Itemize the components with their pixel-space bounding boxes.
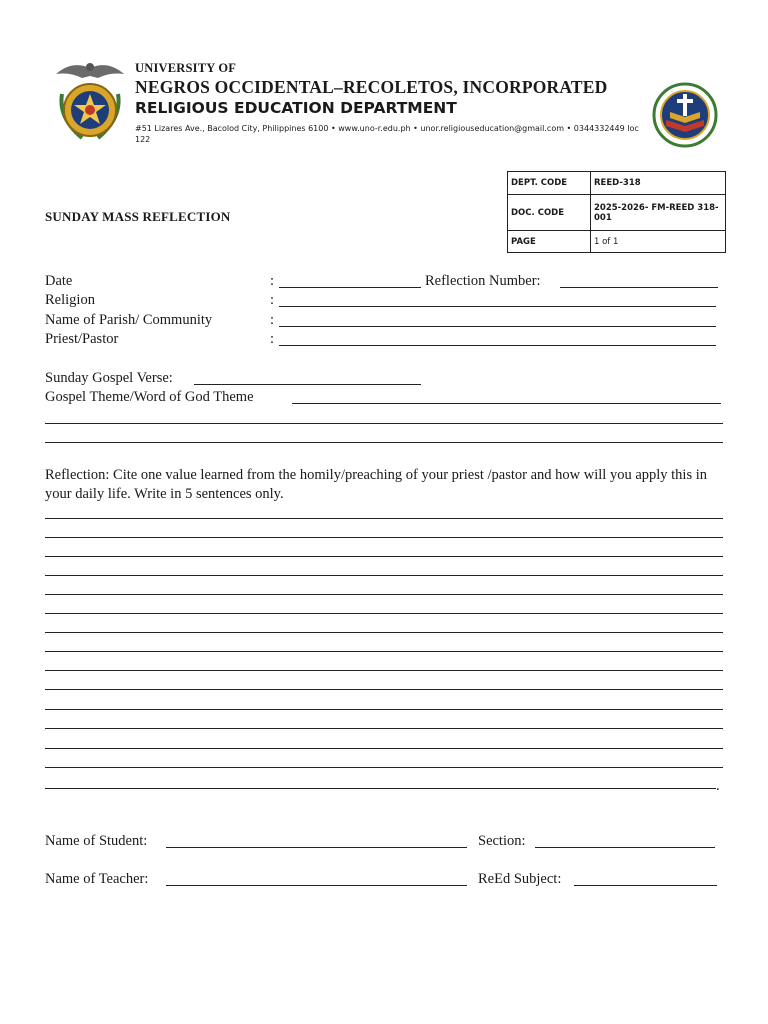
header-address: #51 Lizares Ave., Bacolod City, Philippines 6100 • www.uno-r.edu.ph • unor.religiouseducation@gmail.com • 0344332449 loc 122	[135, 124, 639, 144]
religion-label: Religion	[45, 292, 95, 308]
reflection-line[interactable]	[45, 632, 723, 633]
university-name: NEGROS OCCIDENTAL–RECOLETOS, INCORPORATED	[135, 77, 608, 97]
reflection-prompt: Reflection: Cite one value learned from the homily/preaching of your priest /pastor and how will you apply this in your daily life. Write in 5 sentences only.	[45, 467, 708, 502]
gospel-theme-label: Gospel Theme/Word of God Theme	[45, 389, 254, 405]
teacher-name-input-line[interactable]	[166, 873, 467, 886]
reflection-line[interactable]	[45, 788, 716, 789]
university-seal-logo	[52, 56, 128, 146]
university-prefix: UNIVERSITY OF	[135, 61, 237, 75]
reflection-line[interactable]	[45, 767, 723, 768]
date-label: Date	[45, 273, 73, 289]
reed-subject-input-line[interactable]	[574, 873, 717, 886]
student-name-label: Name of Student:	[45, 833, 148, 849]
reflection-line[interactable]	[45, 651, 723, 652]
reflection-line[interactable]	[45, 670, 723, 671]
reflection-line[interactable]	[45, 613, 723, 614]
gospel-verse-label: Sunday Gospel Verse:	[45, 370, 173, 386]
parish-colon: :	[270, 312, 275, 328]
reflection-line[interactable]	[45, 575, 723, 576]
reflection-line[interactable]	[45, 728, 723, 729]
priest-input-line[interactable]	[279, 333, 716, 346]
gospel-theme-line[interactable]	[45, 423, 723, 424]
teacher-name-label: Name of Teacher:	[45, 871, 149, 887]
reflection-line[interactable]	[45, 556, 723, 557]
reflection-line[interactable]	[45, 537, 723, 538]
date-colon: :	[270, 273, 275, 289]
parish-label: Name of Parish/ Community	[45, 312, 213, 328]
reed-subject-label: ReEd Subject:	[478, 871, 562, 887]
document-code-table	[507, 171, 726, 253]
reflection-line[interactable]	[45, 518, 723, 519]
parish-input-line[interactable]	[279, 314, 716, 327]
table-row	[508, 172, 726, 195]
section-input-line[interactable]	[535, 835, 715, 848]
gospel-theme-line[interactable]	[45, 442, 723, 443]
page-value: 1 of 1	[591, 231, 726, 253]
form-title: SUNDAY MASS REFLECTION	[45, 209, 231, 224]
priest-colon: :	[270, 331, 275, 347]
reflection-line[interactable]	[45, 689, 723, 690]
reflection-line[interactable]	[45, 594, 723, 595]
student-name-input-line[interactable]	[166, 835, 467, 848]
department-name: RELIGIOUS EDUCATION DEPARTMENT	[135, 99, 457, 117]
reflection-line[interactable]	[45, 709, 723, 710]
doc-code-label: DOC. CODE	[508, 195, 591, 231]
table-row	[508, 195, 726, 231]
dept-code-label: DEPT. CODE	[508, 172, 591, 195]
priest-label: Priest/Pastor	[45, 331, 119, 347]
reflection-number-label: Reflection Number:	[425, 273, 541, 289]
dept-code-value: REED-318	[591, 172, 726, 195]
reflection-number-input-line[interactable]	[560, 275, 718, 288]
gospel-verse-input-line[interactable]	[194, 372, 421, 385]
gospel-theme-input-line[interactable]	[292, 391, 721, 404]
page-label: PAGE	[508, 231, 591, 253]
reflection-line[interactable]	[45, 748, 723, 749]
date-input-line[interactable]	[279, 275, 421, 288]
religion-input-line[interactable]	[279, 294, 716, 307]
reflection-end-period: .	[716, 778, 720, 794]
department-seal-logo	[652, 82, 718, 148]
section-label: Section:	[478, 833, 526, 849]
doc-code-value: 2025-2026- FM-REED 318-001	[591, 195, 726, 231]
religion-colon: :	[270, 292, 275, 308]
table-row	[508, 231, 726, 253]
